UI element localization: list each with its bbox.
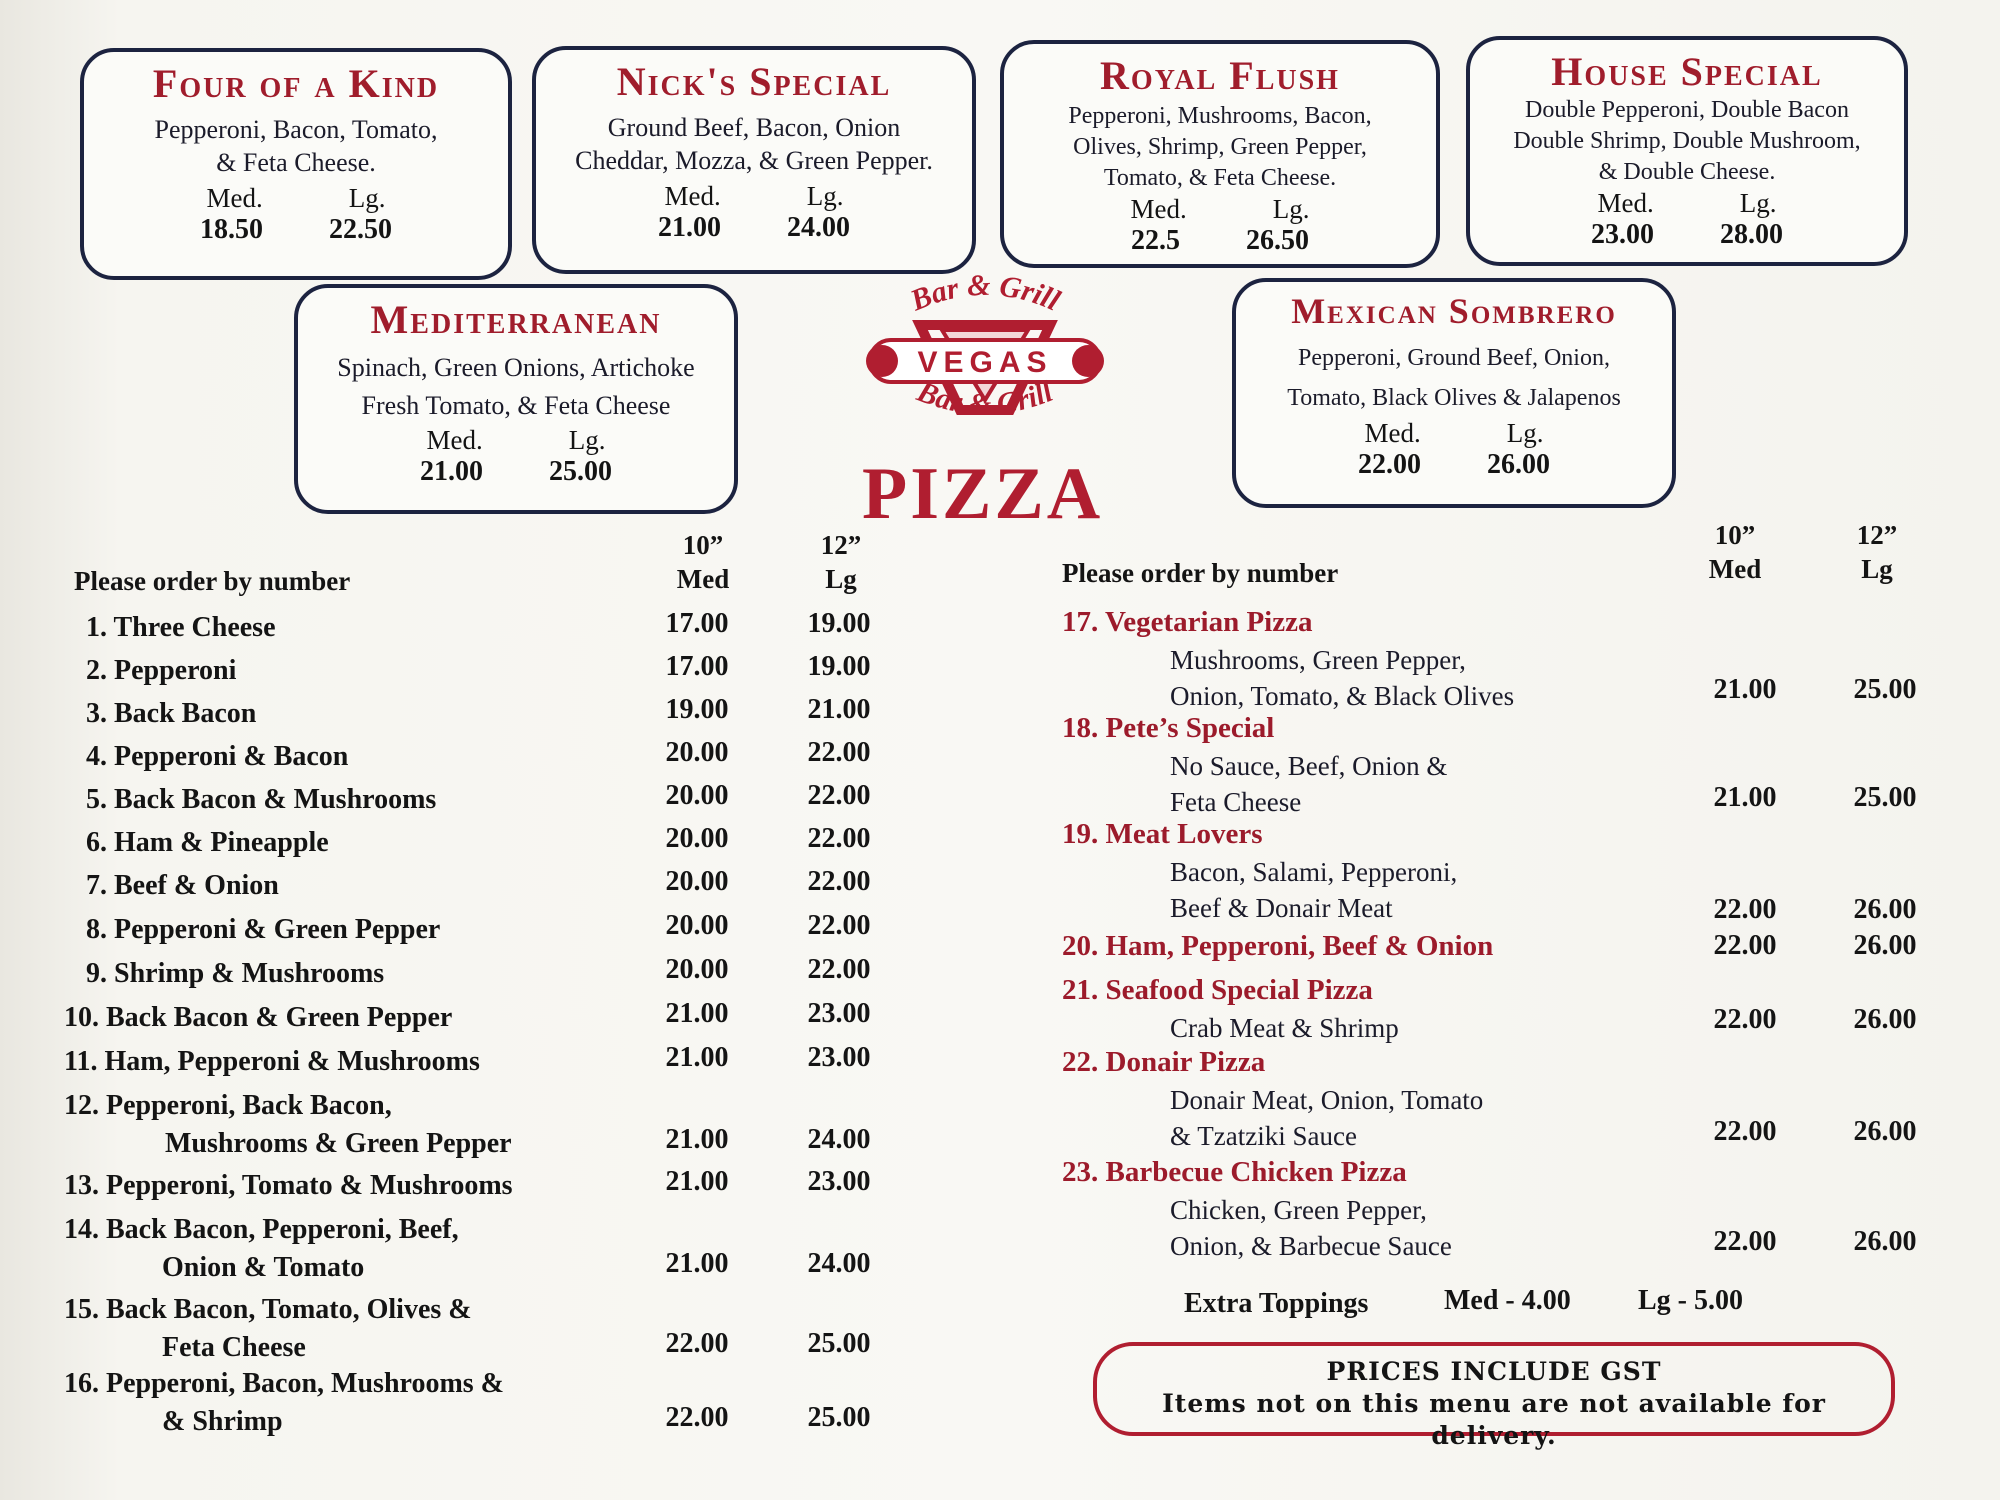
lg-price: 24.00 — [807, 1248, 871, 1279]
lg-label: Lg. — [1272, 194, 1310, 224]
lg-price: 22.50 — [329, 214, 392, 245]
size-labels — [536, 181, 972, 212]
lg-label: Lg. — [1506, 418, 1544, 448]
menu-item-name: 9. Shrimp & Mushrooms — [86, 958, 385, 989]
med-price: 22.00 — [1713, 930, 1777, 961]
med-price: 20.00 — [665, 823, 729, 854]
lg-price: 22.00 — [807, 780, 871, 811]
menu-item-desc: Crab Meat & Shrimp — [1170, 1013, 1399, 1043]
menu-item-name-cont: Mushrooms & Green Pepper — [165, 1128, 512, 1159]
menu-item-name: 19. Meat Lovers — [1062, 818, 1263, 850]
logo-brand: VEGAS — [917, 346, 1053, 379]
special-desc — [1004, 101, 1436, 194]
desc-line: Pepperoni, Ground Beef, Onion, — [1298, 345, 1610, 371]
lg-price: 19.00 — [807, 651, 871, 682]
med-price: 21.00 — [665, 1124, 729, 1155]
menu-item-name: 20. Ham, Pepperoni, Beef & Onion — [1062, 930, 1494, 962]
med-price: 22.00 — [1713, 894, 1777, 925]
lg-price: 23.00 — [807, 1166, 871, 1197]
med-price: 22.00 — [1713, 1116, 1777, 1147]
special-prices — [1004, 225, 1436, 257]
med-price: 22.00 — [1713, 1004, 1777, 1035]
menu-item-desc: Beef & Donair Meat — [1170, 893, 1393, 923]
med-price: 21.00 — [1713, 782, 1777, 813]
desc-line: & Feta Cheese. — [216, 148, 376, 177]
desc-line: Olives, Shrimp, Green Pepper, — [1073, 134, 1367, 160]
special-prices — [298, 456, 734, 488]
menu-item-desc: Bacon, Salami, Pepperoni, — [1170, 857, 1458, 887]
menu-item-name-cont: Onion & Tomato — [162, 1252, 365, 1283]
menu-item-desc: Donair Meat, Onion, Tomato — [1170, 1085, 1484, 1115]
left-col-lg — [786, 528, 896, 596]
med-price: 22.5 — [1131, 225, 1180, 256]
lg-price: 26.50 — [1246, 225, 1309, 256]
lg-price: 25.00 — [807, 1402, 871, 1433]
extra-toppings-med: Med - 4.00 — [1444, 1285, 1571, 1316]
lg-price: 23.00 — [807, 998, 871, 1029]
vegas-logo — [850, 270, 1120, 430]
lg-price: 26.00 — [1853, 1116, 1917, 1147]
logo-tagline-bottom: Bar & Grill — [912, 374, 1058, 422]
lg-price: 25.00 — [549, 456, 612, 487]
menu-item-desc: Onion, Tomato, & Black Olives — [1170, 681, 1515, 711]
menu-item-desc: Feta Cheese — [1170, 787, 1302, 817]
special-royal-flush — [1000, 40, 1440, 268]
special-desc — [84, 113, 508, 179]
menu-item-desc: Chicken, Green Pepper, — [1170, 1195, 1427, 1225]
special-title: Mexican Sombrero — [1291, 291, 1617, 331]
lg-label: Lg. — [806, 181, 844, 211]
menu-item-name-cont: Feta Cheese — [162, 1332, 306, 1363]
desc-line: Cheddar, Mozza, & Green Pepper. — [575, 146, 933, 175]
special-title: Mediterranean — [370, 297, 662, 342]
menu-item-name: 8. Pepperoni & Green Pepper — [86, 914, 441, 945]
menu-item-name: 5. Back Bacon & Mushrooms — [86, 784, 437, 815]
lg-price: 26.00 — [1487, 449, 1550, 480]
special-desc — [1470, 95, 1904, 188]
col-size: 12” — [1856, 520, 1898, 550]
col-size: 10” — [682, 530, 724, 560]
special-prices — [1236, 449, 1672, 481]
special-four-of-a-kind — [80, 48, 512, 280]
delivery-line: Items not on this menu are not available for delivery. — [1162, 1389, 1826, 1450]
menu-item-name: 11. Ham, Pepperoni & Mushrooms — [64, 1046, 480, 1077]
lg-price: 24.00 — [787, 212, 850, 243]
special-title: House Special — [1551, 49, 1823, 94]
left-order-label: Please order by number — [74, 566, 351, 596]
lg-price: 22.00 — [807, 954, 871, 985]
left-col-med — [648, 528, 758, 596]
special-title: Royal Flush — [1100, 53, 1340, 98]
lg-label: Lg. — [568, 425, 606, 455]
special-mediterranean — [294, 284, 738, 514]
desc-line: Double Pepperoni, Double Bacon — [1525, 97, 1849, 123]
med-price: 21.00 — [1713, 674, 1777, 705]
size-labels — [84, 183, 508, 214]
menu-item-name: 16. Pepperoni, Bacon, Mushrooms & — [64, 1368, 504, 1399]
desc-line: Pepperoni, Mushrooms, Bacon, — [1068, 103, 1372, 129]
lg-price: 22.00 — [807, 910, 871, 941]
special-prices — [1470, 219, 1904, 251]
lg-price: 26.00 — [1853, 930, 1917, 961]
menu-item-name: 21. Seafood Special Pizza — [1062, 974, 1373, 1006]
lg-price: 21.00 — [807, 694, 871, 725]
desc-line: Ground Beef, Bacon, Onion — [607, 113, 901, 142]
extra-toppings-label: Extra Toppings — [1184, 1288, 1369, 1319]
menu-item-name: 4. Pepperoni & Bacon — [86, 741, 349, 772]
menu-item-name: 22. Donair Pizza — [1062, 1046, 1266, 1078]
lg-label: Lg. — [348, 183, 386, 213]
special-title: Nick's Special — [616, 59, 892, 104]
menu-item-name: 2. Pepperoni — [86, 655, 237, 686]
med-price: 22.00 — [665, 1402, 729, 1433]
med-price: 17.00 — [665, 651, 729, 682]
med-price: 20.00 — [665, 737, 729, 768]
med-price: 23.00 — [1591, 219, 1654, 250]
right-col-med — [1680, 518, 1790, 586]
med-label: Med. — [1130, 194, 1187, 224]
special-prices — [84, 214, 508, 246]
lg-price: 23.00 — [807, 1042, 871, 1073]
logo-tagline-top: Bar & Grill — [905, 270, 1065, 318]
desc-line: & Double Cheese. — [1598, 159, 1776, 185]
size-labels — [1236, 418, 1672, 449]
med-price: 21.00 — [665, 998, 729, 1029]
med-price: 17.00 — [665, 608, 729, 639]
lg-price: 26.00 — [1853, 1226, 1917, 1257]
special-title: Four of a Kind — [152, 61, 440, 106]
col-label: Med — [1708, 554, 1762, 584]
menu-item-name: 10. Back Bacon & Green Pepper — [64, 1002, 453, 1033]
menu-item-desc: Mushrooms, Green Pepper, — [1170, 645, 1466, 675]
size-labels — [298, 425, 734, 456]
med-price: 20.00 — [665, 780, 729, 811]
med-price: 19.00 — [665, 694, 729, 725]
med-price: 20.00 — [665, 866, 729, 897]
lg-label: Lg. — [1739, 188, 1777, 218]
size-labels — [1004, 194, 1436, 225]
lg-price: 25.00 — [1853, 782, 1917, 813]
menu-item-name-cont: & Shrimp — [162, 1406, 283, 1437]
menu-item-name: 3. Back Bacon — [86, 698, 257, 729]
menu-item-name: 18. Pete’s Special — [1062, 712, 1275, 744]
col-label: Lg — [825, 564, 857, 594]
lg-price: 22.00 — [807, 737, 871, 768]
lg-price: 26.00 — [1853, 894, 1917, 925]
lg-price: 25.00 — [1853, 674, 1917, 705]
col-label: Lg — [1861, 554, 1893, 584]
special-desc — [536, 111, 972, 177]
med-price: 21.00 — [665, 1166, 729, 1197]
menu-item-name: 17. Vegetarian Pizza — [1062, 606, 1313, 638]
menu-item-name: 15. Back Bacon, Tomato, Olives & — [64, 1294, 472, 1325]
med-label: Med. — [206, 183, 263, 213]
menu-item-name: 7. Beef & Onion — [86, 870, 279, 901]
med-price: 22.00 — [1358, 449, 1421, 480]
med-label: Med. — [1364, 418, 1421, 448]
desc-line: Spinach, Green Onions, Artichoke — [337, 353, 695, 382]
menu-item-name: 14. Back Bacon, Pepperoni, Beef, — [64, 1214, 459, 1245]
med-price: 22.00 — [665, 1328, 729, 1359]
menu-item-name: 23. Barbecue Chicken Pizza — [1062, 1156, 1407, 1188]
special-desc — [298, 349, 734, 425]
svg-text:Bar & Grill — [905, 270, 1065, 318]
lg-price: 26.00 — [1853, 1004, 1917, 1035]
med-price: 21.00 — [420, 456, 483, 487]
med-price: 21.00 — [665, 1248, 729, 1279]
gst-notice — [1093, 1342, 1895, 1450]
med-price: 18.50 — [200, 214, 263, 245]
menu-item-desc: & Tzatziki Sauce — [1170, 1121, 1357, 1151]
desc-line: Fresh Tomato, & Feta Cheese — [361, 391, 671, 420]
col-size: 10” — [1714, 520, 1756, 550]
med-price: 20.00 — [665, 954, 729, 985]
desc-line: Double Shrimp, Double Mushroom, — [1513, 128, 1861, 154]
med-price: 22.00 — [1713, 1226, 1777, 1257]
desc-line: Tomato, & Feta Cheese. — [1103, 165, 1337, 191]
med-label: Med. — [1597, 188, 1654, 218]
med-price: 20.00 — [665, 910, 729, 941]
gst-line: PRICES INCLUDE GST — [1326, 1357, 1662, 1386]
med-label: Med. — [426, 425, 483, 455]
med-price: 21.00 — [658, 212, 721, 243]
menu-item-name: 6. Ham & Pineapple — [86, 827, 329, 858]
menu-item-desc: Onion, & Barbecue Sauce — [1170, 1231, 1452, 1261]
right-order-label: Please order by number — [1062, 558, 1339, 588]
special-prices — [536, 212, 972, 244]
special-mexican-sombrero — [1232, 278, 1676, 508]
menu-item-name: 1. Three Cheese — [86, 612, 276, 643]
col-label: Med — [676, 564, 730, 594]
lg-price: 19.00 — [807, 608, 871, 639]
col-size: 12” — [820, 530, 862, 560]
menu-item-name: 13. Pepperoni, Tomato & Mushrooms — [64, 1170, 513, 1201]
menu-item-name: 12. Pepperoni, Back Bacon, — [64, 1090, 392, 1121]
right-col-lg — [1822, 518, 1932, 586]
special-nicks — [532, 46, 976, 274]
desc-line: Pepperoni, Bacon, Tomato, — [154, 115, 438, 144]
med-price: 21.00 — [665, 1042, 729, 1073]
lg-price: 24.00 — [807, 1124, 871, 1155]
size-labels — [1470, 188, 1904, 219]
special-house — [1466, 36, 1908, 266]
lg-price: 22.00 — [807, 866, 871, 897]
med-label: Med. — [664, 181, 721, 211]
lg-price: 25.00 — [807, 1328, 871, 1359]
special-desc — [1236, 338, 1672, 418]
desc-line: Tomato, Black Olives & Jalapenos — [1287, 385, 1621, 411]
lg-price: 28.00 — [1720, 219, 1783, 250]
menu-item-desc: No Sauce, Beef, Onion & — [1170, 751, 1448, 781]
lg-price: 22.00 — [807, 823, 871, 854]
pizza-heading: PIZZA — [862, 453, 1104, 535]
extra-toppings-lg: Lg - 5.00 — [1638, 1285, 1743, 1316]
